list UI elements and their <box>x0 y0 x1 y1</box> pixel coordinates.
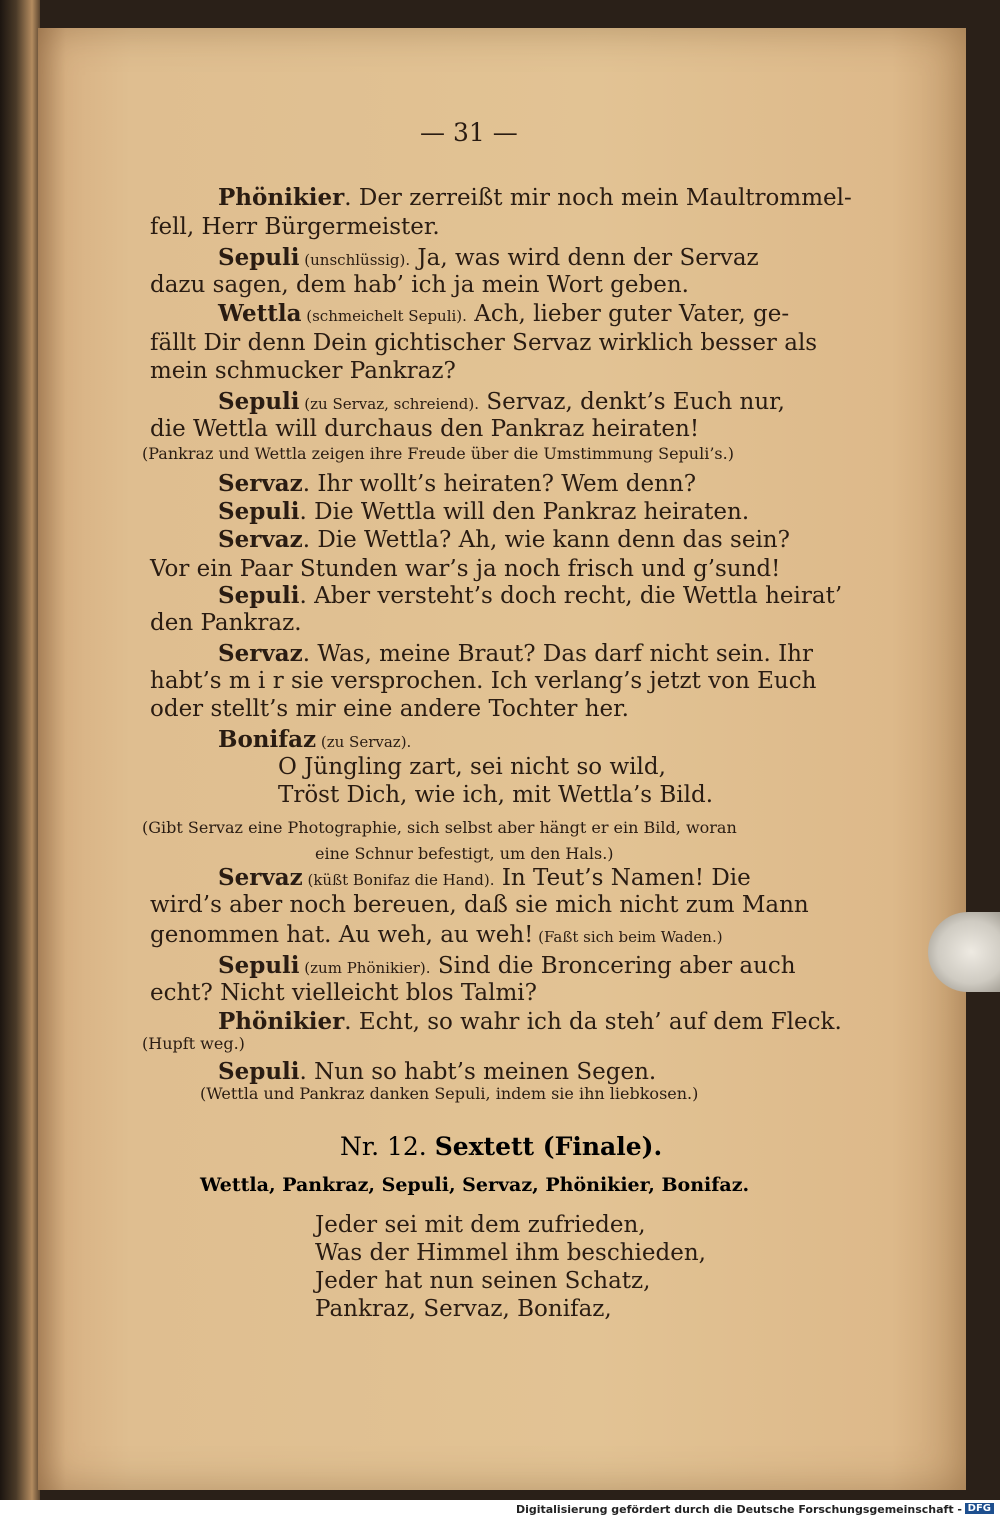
verse-text: Tröst Dich, wie ich, mit Wettla’s Bild. <box>278 782 714 808</box>
speaker-name: Servaz <box>218 470 303 497</box>
speaker-name: Servaz <box>218 864 303 891</box>
dialogue-line-speaker <box>218 526 830 553</box>
footer-credit: Digitalisierung gefördert durch die Deutsche Forschungsgemeinschaft - <box>515 1503 962 1516</box>
speaker-name: Sepuli <box>218 582 300 609</box>
stage-direction-text: (Hupft weg.) <box>142 1034 245 1053</box>
line-text: Ach, lieber guter Vater, ge- <box>466 301 790 327</box>
inline-direction: (Faßt sich beim Waden.) <box>533 928 723 946</box>
speaker-name: Servaz <box>218 526 303 553</box>
speaker-name: Servaz <box>218 640 303 667</box>
dialogue-line-speaker <box>218 1058 830 1085</box>
dialogue-line <box>150 922 830 948</box>
dialogue-line-speaker <box>218 498 830 525</box>
line-text: mein schmucker Pankraz? <box>150 358 456 384</box>
dialogue-line <box>150 892 830 918</box>
line-text: In Teut’s Namen! Die <box>494 865 751 891</box>
line-text: . Aber versteht’s doch recht, die Wettla heirat’ <box>299 583 843 609</box>
verse-text: O Jüngling zart, sei nicht so wild, <box>278 754 666 780</box>
footer-bar <box>0 1500 1000 1521</box>
section-number: Nr. 12. <box>340 1132 427 1161</box>
dialogue-line <box>150 696 830 722</box>
line-text: den Pankraz. <box>150 610 302 636</box>
stage-direction <box>142 818 830 837</box>
stage-direction-text: eine Schnur befestigt, um den Hals.) <box>315 844 614 863</box>
finale-verse-line: Was der Himmel ihm beschieden, <box>315 1240 706 1266</box>
line-text: Servaz, denkt’s Euch nur, <box>479 389 785 415</box>
dialogue-text <box>142 170 852 1340</box>
dialogue-line-speaker <box>218 184 852 211</box>
dialogue-line-speaker <box>218 388 830 415</box>
line-text: Vor ein Paar Stunden war’s ja noch frisch und g’sund! <box>150 556 781 582</box>
left-page-edge <box>0 0 40 1521</box>
speaker-direction: (zu Servaz, schreiend). <box>299 395 480 413</box>
line-text: wird’s aber noch bereuen, daß sie mich nicht zum Mann <box>150 892 809 918</box>
line-text: fell, Herr Bürgermeister. <box>150 214 440 240</box>
stage-direction-text: (Pankraz und Wettla zeigen ihre Freude über die Umstimmung Sepuli’s.) <box>142 444 734 463</box>
speaker-name: Bonifaz <box>218 726 317 753</box>
line-text: Sind die Broncering aber auch <box>430 953 796 979</box>
line-text: habt’s m i r sie versprochen. Ich verlang’s jetzt von Euch <box>150 668 817 694</box>
dialogue-line <box>150 556 830 582</box>
dfg-logo: DFG <box>965 1503 994 1514</box>
stage-direction <box>200 1084 830 1103</box>
speaker-name: Wettla <box>218 300 302 327</box>
line-text: die Wettla will durchaus den Pankraz heiraten! <box>150 416 700 442</box>
dialogue-line <box>150 330 830 356</box>
section-characters: Wettla, Pankraz, Sepuli, Servaz, Phönikier, Bonifaz. <box>200 1174 750 1196</box>
speaker-direction: (küßt Bonifaz die Hand). <box>302 871 495 889</box>
line-text: genommen hat. Au weh, au weh! <box>150 922 534 948</box>
dialogue-line-speaker <box>218 300 830 327</box>
line-text: . Die Wettla? Ah, wie kann denn das sein? <box>302 527 790 553</box>
finale-verse-line: Jeder sei mit dem zufrieden, <box>315 1212 646 1238</box>
dialogue-line-speaker <box>218 582 843 609</box>
finale-verse-line: Jeder hat nun seinen Schatz, <box>315 1268 651 1294</box>
line-text: fällt Dir denn Dein gichtischer Servaz wirklich besser als <box>150 330 818 356</box>
dialogue-line <box>150 668 830 694</box>
dialogue-line-speaker <box>218 244 830 271</box>
dialogue-line <box>150 416 830 442</box>
line-text: . Nun so habt’s meinen Segen. <box>299 1059 657 1085</box>
dialogue-line <box>150 214 830 240</box>
line-text: oder stellt’s mir eine andere Tochter her. <box>150 696 629 722</box>
finale-verse-line: Pankraz, Servaz, Bonifaz, <box>315 1296 612 1322</box>
verse-line <box>278 754 830 780</box>
line-text: . Was, meine Braut? Das darf nicht sein. Ihr <box>302 641 813 667</box>
stage-direction-text: (Wettla und Pankraz danken Sepuli, indem sie ihn liebkosen.) <box>200 1084 699 1103</box>
line-text: . Die Wettla will den Pankraz heiraten. <box>299 499 750 525</box>
stage-direction <box>142 1034 830 1053</box>
dialogue-line-speaker <box>218 470 830 497</box>
dialogue-line <box>150 358 830 384</box>
speaker-direction: (zum Phönikier). <box>299 959 431 977</box>
dialogue-line-speaker <box>218 1008 842 1035</box>
line-text: . Der zerreißt mir noch mein Maultrommel- <box>344 185 852 211</box>
line-text: echt? Nicht vielleicht blos Talmi? <box>150 980 537 1006</box>
speaker-direction: (schmeichelt Sepuli). <box>301 307 467 325</box>
dialogue-line-speaker <box>218 952 830 979</box>
speaker-name: Phönikier <box>218 1008 345 1035</box>
dialogue-line-speaker <box>218 864 830 891</box>
dialogue-line <box>150 272 830 298</box>
speaker-direction: (unschlüssig). <box>299 251 411 269</box>
dialogue-line-speaker <box>218 726 830 753</box>
speaker-name: Sepuli <box>218 498 300 525</box>
stage-direction-text: (Gibt Servaz eine Photographie, sich selbst aber hängt er ein Bild, woran <box>142 818 737 837</box>
dialogue-line-speaker <box>218 640 830 667</box>
speaker-name: Sepuli <box>218 1058 300 1085</box>
speaker-name: Sepuli <box>218 388 300 415</box>
verse-line <box>278 782 830 808</box>
stage-direction <box>142 444 830 463</box>
line-text: Ja, was wird denn der Servaz <box>410 245 759 271</box>
page-number: — 31 — <box>420 118 518 147</box>
speaker-name: Sepuli <box>218 244 300 271</box>
line-text: . Ihr wollt’s heiraten? Wem denn? <box>302 471 697 497</box>
speaker-name: Sepuli <box>218 952 300 979</box>
line-text: dazu sagen, dem hab’ ich ja mein Wort geben. <box>150 272 689 298</box>
page-tab-marker <box>928 912 1000 992</box>
dialogue-line <box>150 610 830 636</box>
speaker-direction: (zu Servaz). <box>316 733 412 751</box>
dialogue-line <box>150 980 830 1006</box>
line-text: . Echt, so wahr ich da steh’ auf dem Fleck. <box>344 1009 842 1035</box>
section-title: Sextett (Finale). <box>434 1132 663 1161</box>
speaker-name: Phönikier <box>218 184 345 211</box>
stage-direction <box>315 844 830 863</box>
